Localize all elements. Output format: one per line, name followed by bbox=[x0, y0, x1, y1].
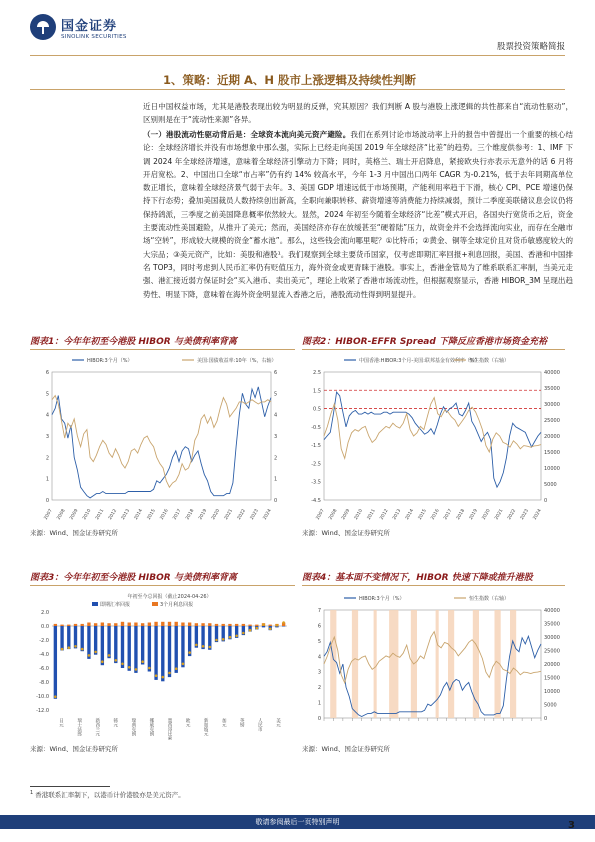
total-return-dot bbox=[175, 667, 178, 670]
x-tick-label: 2015 bbox=[146, 508, 157, 521]
x-tick-label: 2016 bbox=[430, 508, 441, 521]
bar-interest-return bbox=[161, 622, 164, 626]
bar-interest-return bbox=[94, 623, 97, 626]
figure-2-source: 来源：Wind、国金证券研究所 bbox=[302, 529, 390, 537]
y-tick-right: 6 bbox=[274, 370, 278, 376]
total-return-dot bbox=[128, 666, 131, 669]
category-label: 墨西哥比索 bbox=[167, 718, 172, 740]
legend-label: HIBOR:3个月（%） bbox=[87, 358, 133, 364]
x-tick-label: 2020 bbox=[481, 508, 492, 521]
figure-3-title: 图表3：今年年初至今港股 HIBOR 与美债利率背离 bbox=[30, 570, 295, 586]
y-tick: -4.0 bbox=[39, 652, 49, 658]
y-tick-left: 7 bbox=[317, 608, 321, 614]
legend-label: 即期汇率回报 bbox=[100, 602, 131, 608]
category-label: 英镑 bbox=[239, 718, 245, 727]
footer-disclaimer: 敬请参阅最后一页特别声明 bbox=[255, 818, 340, 826]
y-tick: -12.0 bbox=[36, 708, 49, 714]
x-tick-label: 2018 bbox=[185, 508, 196, 521]
x-tick-label: 2009 bbox=[341, 508, 352, 521]
total-return-dot bbox=[222, 638, 225, 641]
figure-1-chart bbox=[30, 352, 295, 522]
bar-spot-return bbox=[81, 626, 84, 651]
total-return-dot bbox=[195, 644, 198, 647]
y-tick-right: 10000 bbox=[544, 466, 560, 472]
bar-interest-return bbox=[154, 622, 157, 626]
total-return-dot bbox=[54, 695, 57, 698]
x-tick-label: 2016 bbox=[159, 508, 170, 521]
footnote-text: 香港联系汇率制下，以港币计价港股亦是美元资产。 bbox=[35, 791, 185, 800]
x-tick-label: 2024 bbox=[262, 508, 273, 521]
y-tick-left: 2 bbox=[317, 685, 321, 692]
total-return-dot bbox=[141, 660, 144, 663]
total-return-dot bbox=[108, 654, 111, 657]
total-return-dot bbox=[249, 629, 252, 632]
report-type-label: 股票投资策略简报 bbox=[496, 42, 565, 52]
y-tick-right: 25000 bbox=[544, 648, 560, 655]
bar-spot-return bbox=[87, 626, 90, 659]
y-tick-right: 20000 bbox=[544, 434, 560, 440]
y-tick: 2.0 bbox=[41, 610, 49, 616]
y-tick-right: 1 bbox=[274, 476, 278, 483]
x-tick-label: 2012 bbox=[379, 508, 390, 521]
x-tick-label: 2007 bbox=[315, 508, 326, 521]
bar-spot-return bbox=[175, 626, 178, 673]
figure-2-title: 图表2：HIBOR-EFFR Spread 下降反应香港市场资金充裕 bbox=[302, 334, 565, 350]
x-tick-label: 2015 bbox=[417, 508, 428, 521]
total-return-dot bbox=[282, 621, 285, 624]
legend-swatch bbox=[92, 602, 98, 606]
total-return-dot bbox=[269, 628, 272, 631]
y-tick-right: 4 bbox=[274, 412, 278, 419]
figure-3-chart bbox=[30, 590, 295, 740]
total-return-dot bbox=[262, 623, 265, 626]
y-tick: -2.0 bbox=[39, 638, 49, 644]
y-tick-left: 4 bbox=[45, 412, 49, 419]
bar-interest-return bbox=[175, 622, 178, 626]
y-tick-left: -3.5 bbox=[311, 479, 321, 486]
y-tick-left: 6 bbox=[317, 623, 321, 630]
intro-paragraph: 近日中国权益市场，尤其是港股表现出较为明显的反弹，究其原因？我们判断 A 股与港股上涨逻辑的共性都来自“流动性驱动”，区别则是在于“流动性来源”各异。 bbox=[143, 102, 573, 125]
legend-swatch bbox=[152, 602, 158, 606]
category-label: 新西兰元 bbox=[94, 718, 100, 736]
category-label: 加元 bbox=[221, 718, 227, 727]
bar-interest-return bbox=[181, 623, 184, 627]
y-tick-right: 0 bbox=[544, 498, 548, 504]
category-label: 新加坡元 bbox=[203, 718, 209, 736]
bar-interest-return bbox=[255, 625, 258, 626]
category-label: 韩元 bbox=[112, 718, 118, 727]
total-return-dot bbox=[188, 651, 191, 654]
total-return-dot bbox=[114, 659, 117, 662]
total-return-dot bbox=[74, 645, 77, 648]
x-tick-label: 2023 bbox=[519, 508, 530, 521]
figure-1-title: 图表1：今年年初至今港股 HIBOR 与美债利率背离 bbox=[30, 334, 295, 350]
bar-interest-return bbox=[101, 623, 104, 627]
legend-label: 美国:国债收益率:10年（%，右轴） bbox=[197, 358, 277, 364]
y-tick-left: 5 bbox=[317, 638, 321, 645]
company-logo bbox=[30, 14, 127, 40]
total-return-dot bbox=[242, 632, 245, 635]
category-label: 欧元 bbox=[185, 718, 191, 727]
x-tick-label: 2008 bbox=[56, 508, 67, 521]
x-tick-label: 2014 bbox=[133, 508, 144, 521]
y-tick-left: -1.5 bbox=[311, 443, 321, 450]
shaded-period bbox=[330, 610, 336, 718]
x-tick-label: 2022 bbox=[236, 508, 247, 521]
bar-spot-return bbox=[121, 626, 124, 668]
bar-spot-return bbox=[107, 626, 110, 658]
series-line bbox=[52, 396, 271, 488]
y-tick-left: 2 bbox=[45, 455, 49, 462]
x-tick-label: 2010 bbox=[82, 508, 93, 521]
total-return-dot bbox=[135, 668, 138, 671]
x-tick-label: 2017 bbox=[443, 508, 454, 521]
chart-title: 年初至今总回报（截止2024-04-26） bbox=[127, 594, 212, 600]
y-tick-left: 2.5 bbox=[313, 370, 321, 376]
legend-label: HIBOR:3个月（%） bbox=[359, 596, 405, 602]
y-tick-right: 30000 bbox=[544, 635, 560, 641]
y-tick-right: 40000 bbox=[544, 370, 560, 376]
y-tick: -10.0 bbox=[36, 694, 49, 700]
bar-spot-return bbox=[181, 626, 184, 667]
total-return-dot bbox=[155, 674, 158, 677]
y-tick: 0.0 bbox=[41, 624, 49, 630]
bar-interest-return bbox=[81, 624, 84, 626]
x-tick-label: 2012 bbox=[108, 508, 119, 521]
bar-interest-return bbox=[235, 624, 238, 626]
total-return-dot bbox=[235, 635, 238, 638]
total-return-dot bbox=[276, 624, 279, 627]
bar-spot-return bbox=[168, 626, 171, 677]
bar-interest-return bbox=[188, 623, 191, 627]
x-tick-label: 2024 bbox=[532, 508, 543, 521]
total-return-dot bbox=[182, 663, 185, 666]
bar-interest-return bbox=[215, 624, 218, 626]
x-tick-label: 2013 bbox=[392, 508, 403, 521]
bar-interest-return bbox=[141, 623, 144, 626]
bar-interest-return bbox=[128, 623, 131, 627]
category-label: 挪威克朗 bbox=[148, 718, 154, 736]
x-tick-label: 2011 bbox=[95, 508, 106, 521]
y-tick-right: 3 bbox=[274, 434, 278, 440]
header-divider bbox=[30, 55, 565, 56]
x-tick-label: 2014 bbox=[405, 508, 416, 521]
y-tick: -8.0 bbox=[39, 680, 49, 686]
y-tick-right: 35000 bbox=[544, 386, 560, 392]
logo-name-cn: 国金证券 bbox=[61, 18, 118, 34]
total-return-dot bbox=[229, 636, 232, 639]
paragraph-lead: （一）港股流动性驱动背后是：全球资本流向美元资产避险。 bbox=[143, 130, 351, 139]
x-tick-label: 2020 bbox=[211, 508, 222, 521]
y-tick-left: -2.5 bbox=[311, 461, 321, 468]
shaded-period bbox=[352, 610, 358, 718]
bar-spot-return bbox=[54, 626, 57, 699]
footnote-mark: 1 bbox=[30, 790, 34, 796]
figure-4-title: 图表4：基本面不变情况下，HIBOR 快速下降或推升港股 bbox=[302, 570, 565, 586]
y-tick-left: 0 bbox=[45, 498, 49, 504]
section-title: 1、策略：近期 A、H 股市上涨逻辑及持续性判断 bbox=[163, 73, 417, 87]
category-label: 美元 bbox=[275, 718, 281, 727]
category-label: 人民币 bbox=[257, 718, 263, 732]
total-return-dot bbox=[215, 639, 218, 642]
bar-spot-return bbox=[148, 626, 151, 672]
page-number: 3 bbox=[568, 820, 575, 831]
bar-spot-return bbox=[94, 626, 97, 655]
y-tick-left: 4 bbox=[317, 654, 321, 661]
total-return-dot bbox=[168, 672, 171, 675]
category-label: 瑞士法郎 bbox=[76, 718, 82, 736]
x-tick-label: 2021 bbox=[224, 508, 235, 521]
x-tick-label: 2010 bbox=[353, 508, 365, 521]
bar-interest-return bbox=[134, 623, 137, 627]
figure-3-source: 来源：Wind、国金证券研究所 bbox=[30, 745, 118, 753]
total-return-dot bbox=[67, 646, 70, 649]
y-tick-right: 10000 bbox=[544, 689, 560, 695]
y-tick-left: -4.5 bbox=[311, 498, 321, 504]
y-tick-right: 0 bbox=[274, 498, 278, 504]
figure-4-source: 来源：Wind、国金证券研究所 bbox=[302, 745, 390, 753]
bar-spot-return bbox=[282, 626, 285, 627]
bar-spot-return bbox=[101, 626, 104, 665]
bar-interest-return bbox=[228, 624, 231, 626]
bar-spot-return bbox=[67, 626, 70, 649]
logo-name-en: SINOLINK SECURITIES bbox=[61, 33, 127, 40]
y-tick-right: 25000 bbox=[544, 418, 560, 424]
bar-interest-return bbox=[248, 625, 251, 626]
plot-frame bbox=[324, 372, 541, 500]
bar-interest-return bbox=[201, 623, 204, 626]
bar-interest-return bbox=[208, 623, 211, 626]
bar-interest-return bbox=[269, 625, 272, 626]
y-tick-right: 35000 bbox=[544, 621, 560, 628]
total-return-dot bbox=[255, 627, 258, 630]
figure-1-source: 来源：Wind、国金证券研究所 bbox=[30, 529, 118, 537]
total-return-dot bbox=[121, 663, 124, 666]
series-line bbox=[324, 392, 541, 487]
x-tick-label: 2013 bbox=[120, 508, 132, 521]
legend-label: 恒生指数（右轴） bbox=[469, 358, 510, 364]
y-tick-left: 0.5 bbox=[313, 406, 321, 413]
total-return-dot bbox=[208, 646, 211, 649]
y-tick-right: 20000 bbox=[544, 662, 560, 668]
x-tick-label: 2018 bbox=[456, 508, 467, 521]
bar-interest-return bbox=[114, 623, 117, 626]
bar-interest-return bbox=[67, 625, 70, 626]
series-line bbox=[324, 398, 541, 459]
y-tick-left: 1 bbox=[45, 476, 49, 483]
y-tick-right: 15000 bbox=[544, 450, 560, 456]
total-return-dot bbox=[101, 660, 104, 663]
shaded-period bbox=[473, 610, 479, 718]
x-tick-label: 2008 bbox=[328, 508, 339, 521]
category-label: 日元 bbox=[58, 718, 64, 727]
y-tick-left: -0.5 bbox=[311, 424, 321, 431]
bar-interest-return bbox=[148, 623, 151, 627]
legend-label: 中国香港:HIBOR:3个月-美国:联邦基金有效利率（%） bbox=[359, 358, 480, 364]
total-return-dot bbox=[161, 676, 164, 679]
bar-spot-return bbox=[161, 626, 164, 681]
total-return-dot bbox=[94, 651, 97, 654]
x-tick-label: 2011 bbox=[366, 508, 377, 521]
paragraph-body: 我们在系列讨论市场波动率上升的报告中曾提出一个重要的核心结论：全球经济增长并没有市场想象中那么强，实际上已经走向美国 2019 年全球经济“比差”的趋势。三个维度供参考：1、IMF 下调 2024 年全球经济增速，意味着全球经济引擎动力下降；同时，英格兰、瑞士开启降息，紧接欧央行亦表示无意外的话 6 月将开启宽松。2、中国出口全球“市占率”仍有约 14% 较高水平，今年 1-3 月中国出口两年 CAGR 为-0.21%，低于去年同期高单位数正增长，意味着全球经济景气弱于去年。3、美国 GDP 增速远低于市场预期，产能利用率趋于下滑，核心 CPI、PCE 增速仍保持下行态势；叠加美国裁员人数持续创出新高，全职向兼职转移、薪资增速等消费能力持续减弱，预计二季度美联储议息会议仍将保持鸽派，三季度之前美国降息概率依然较大。显然，2024 年初至今随着全球经济“比差”模式开启，各国央行宽货币之后，资金主要流动性美国避险，从推升了美元；然而，美国经济亦存在放缓甚至“硬着陆”压力，故资金并不会选择流向实业，而存在全融市场“空转”，形成较大规模的资金“蓄水池”。那么，这些钱会流向哪里呢？①比特币；②黄金、铜等全球定价且对货币敏感度较大的大宗品；③美元资产，比如：美股和港股¹。我们观察到全球主要货币国家，仅考虑即期汇率回报+利息回报，美国、香港和中国排名 TOP3，同时考虑到人民币汇率仍有贬值压力，海外资金或更青睐于港股。事实上，香港金管局为了维系联系汇率制，当美元走强、港汇接近弱方保证时会“买入港币、卖出美元”，理论上收紧了香港市场流动性，但根据观察显示，香港 HIBOR_3M 呈现出趋势性、明显下降，意味着在海外资金明显流入香港之后，港股流动性得到明显提升。 bbox=[143, 130, 574, 299]
category-label: 瑞典克朗 bbox=[130, 718, 136, 736]
y-tick-right: 30000 bbox=[544, 402, 560, 408]
y-tick-right: 0 bbox=[544, 716, 548, 722]
bar-interest-return bbox=[195, 623, 198, 626]
y-tick-right: 40000 bbox=[544, 608, 560, 614]
x-tick-label: 2023 bbox=[249, 508, 260, 521]
legend-label: 3个月利息回报 bbox=[160, 602, 194, 608]
shaded-period bbox=[448, 610, 454, 718]
bar-interest-return bbox=[107, 623, 110, 626]
total-return-dot bbox=[81, 648, 84, 651]
x-tick-label: 2009 bbox=[69, 508, 80, 521]
bar-interest-return bbox=[242, 624, 245, 626]
main-paragraph bbox=[143, 128, 573, 301]
bar-interest-return bbox=[87, 623, 90, 627]
total-return-dot bbox=[61, 648, 64, 651]
bar-interest-return bbox=[121, 622, 124, 626]
x-tick-label: 2019 bbox=[468, 508, 479, 521]
bar-spot-return bbox=[154, 626, 157, 680]
bar-spot-return bbox=[262, 626, 265, 627]
total-return-dot bbox=[88, 654, 91, 657]
y-tick-left: 3 bbox=[317, 669, 321, 676]
y-tick-left: 1.5 bbox=[313, 388, 321, 395]
bar-spot-return bbox=[128, 626, 131, 671]
footnote bbox=[30, 790, 185, 799]
shaded-period bbox=[436, 610, 439, 718]
y-tick-right: 15000 bbox=[544, 675, 560, 682]
footnote-divider bbox=[30, 786, 110, 787]
y-tick: -6.0 bbox=[39, 666, 49, 672]
y-tick-left: 0 bbox=[317, 716, 321, 722]
y-tick-left: 6 bbox=[45, 370, 49, 376]
total-return-dot bbox=[202, 645, 205, 648]
y-tick-left: 1 bbox=[317, 700, 321, 707]
legend-label: 恒生指数（右轴） bbox=[469, 596, 510, 602]
logo-icon bbox=[30, 14, 56, 40]
shaded-period bbox=[374, 610, 377, 718]
figure-4-chart bbox=[302, 590, 565, 740]
x-tick-label: 2021 bbox=[494, 508, 505, 521]
x-tick-label: 2007 bbox=[43, 508, 54, 521]
page-header bbox=[30, 14, 565, 54]
bar-spot-return bbox=[141, 626, 144, 665]
bar-interest-return bbox=[54, 624, 57, 626]
bar-spot-return bbox=[114, 626, 117, 663]
y-tick-right: 2 bbox=[274, 455, 278, 462]
x-tick-label: 2019 bbox=[198, 508, 209, 521]
x-tick-label: 2022 bbox=[507, 508, 518, 521]
shaded-period bbox=[510, 610, 516, 718]
y-tick-right: 5000 bbox=[544, 702, 557, 709]
shaded-period bbox=[389, 610, 398, 718]
bar-spot-return bbox=[134, 626, 137, 673]
bar-spot-return bbox=[60, 626, 63, 651]
y-tick-right: 5 bbox=[274, 391, 278, 398]
bar-interest-return bbox=[74, 624, 77, 626]
bar-interest-return bbox=[222, 624, 225, 626]
bar-interest-return bbox=[60, 625, 63, 626]
y-tick-left: 5 bbox=[45, 391, 49, 398]
y-tick-left: 3 bbox=[45, 434, 49, 440]
bar-interest-return bbox=[168, 622, 171, 626]
x-tick-label: 2017 bbox=[172, 508, 183, 521]
y-tick-right: 5000 bbox=[544, 482, 557, 488]
total-return-dot bbox=[148, 667, 151, 670]
figure-2-chart bbox=[302, 352, 565, 522]
section-heading bbox=[30, 70, 565, 90]
